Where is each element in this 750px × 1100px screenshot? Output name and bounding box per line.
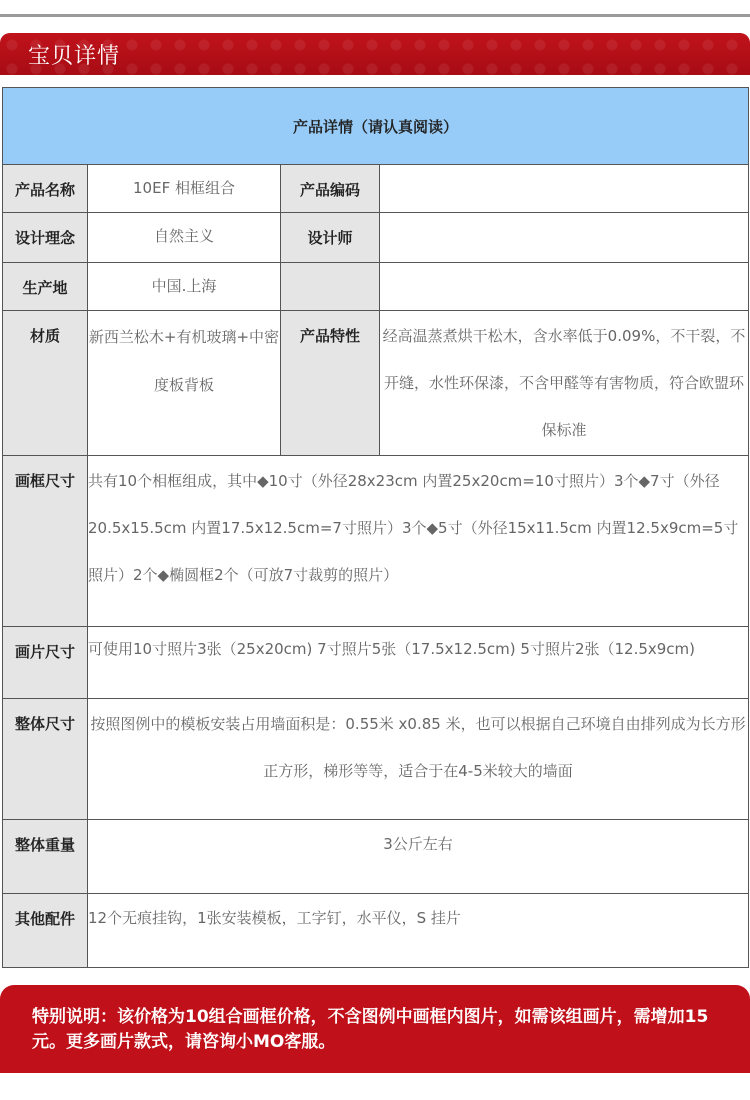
photo-size-label: 画片尺寸 xyxy=(3,627,88,699)
empty-label xyxy=(281,263,380,311)
accessories-label: 其他配件 xyxy=(3,894,88,968)
table-row xyxy=(3,263,749,311)
section-banner xyxy=(0,33,750,75)
overall-size-label: 整体尺寸 xyxy=(3,699,88,820)
table-title: 产品详情（请认真阅读） xyxy=(3,88,749,165)
notice-text: 特别说明：该价格为10组合画框价格，不含图例中画框内图片，如需该组画片，需增加15元。更多画片款式，请咨询小MO客服。 xyxy=(32,1007,709,1052)
table-row xyxy=(3,311,749,456)
name-label: 产品名称 xyxy=(3,165,88,213)
concept-label: 设计理念 xyxy=(3,213,88,263)
table-header-row xyxy=(3,88,749,165)
weight-label: 整体重量 xyxy=(3,820,88,894)
table-row xyxy=(3,213,749,263)
designer-value xyxy=(380,213,749,263)
code-label: 产品编码 xyxy=(281,165,380,213)
table-row xyxy=(3,820,749,894)
frame-size-value: 共有10个相框组成，其中◆10寸（外径28x23cm 内置25x20cm=10寸照片）3个◆7寸（外径20.5x15.5cm 内置17.5x12.5cm=7寸照片）3个◆5寸（外径15x11.5cm 内置12.5x9cm=5寸照片）2个◆椭圆框2个（可放7寸裁剪的照片） xyxy=(88,456,749,627)
product-detail-table xyxy=(2,87,749,968)
weight-value: 3公斤左右 xyxy=(88,820,749,894)
designer-label: 设计师 xyxy=(281,213,380,263)
empty-value xyxy=(380,263,749,311)
special-notice xyxy=(0,985,750,1073)
frame-size-label: 画框尺寸 xyxy=(3,456,88,627)
feature-value: 经高温蒸煮烘干松木，含水率低于0.09%，不干裂，不开缝，水性环保漆，不含甲醛等有害物质，符合欧盟环保标准 xyxy=(380,311,749,456)
photo-size-value: 可使用10寸照片3张（25x20cm) 7寸照片5张（17.5x12.5cm) 5寸照片2张（12.5x9cm) xyxy=(88,627,749,699)
overall-size-value: 按照图例中的模板安装占用墙面积是：0.55米 x0.85 米，也可以根据自己环境自由排列成为长方形正方形，梯形等等，适合于在4-5米较大的墙面 xyxy=(88,699,749,820)
name-value: 10EF 相框组合 xyxy=(88,165,281,213)
table-row xyxy=(3,456,749,627)
code-value xyxy=(380,165,749,213)
concept-value: 自然主义 xyxy=(88,213,281,263)
feature-label: 产品特性 xyxy=(281,311,380,456)
accessories-value: 12个无痕挂钩，1张安装模板，工字钉，水平仪，S 挂片 xyxy=(88,894,749,968)
origin-label: 生产地 xyxy=(3,263,88,311)
top-divider xyxy=(0,14,750,17)
banner-title: 宝贝详情 xyxy=(28,44,121,69)
material-label: 材质 xyxy=(3,311,88,456)
origin-value: 中国.上海 xyxy=(88,263,281,311)
table-row xyxy=(3,627,749,699)
table-row xyxy=(3,894,749,968)
material-value: 新西兰松木+有机玻璃+中密度板背板 xyxy=(88,311,281,456)
table-row xyxy=(3,165,749,213)
table-row xyxy=(3,699,749,820)
